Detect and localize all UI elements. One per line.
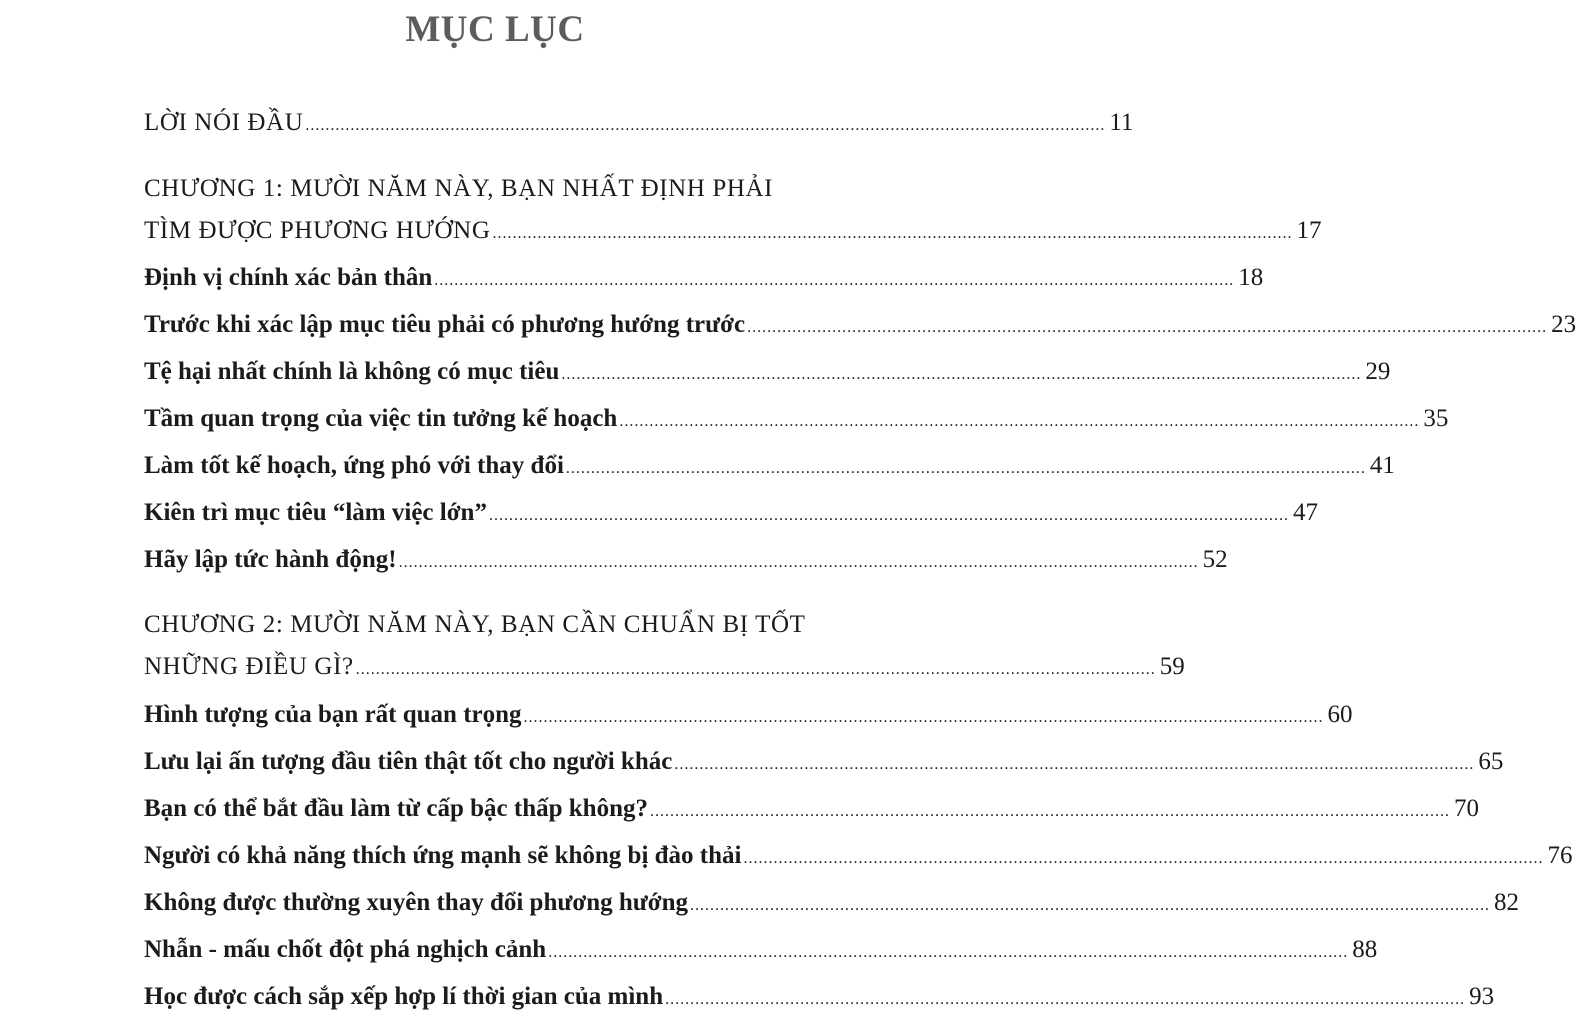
toc-entry-section[interactable] (144, 886, 1520, 920)
toc-entry-label: Bạn có thể bắt đầu làm từ cấp bậc thấp không? (144, 795, 648, 822)
toc-entry-section[interactable] (144, 355, 1391, 389)
toc-entry-chapter-1[interactable] (144, 214, 1322, 248)
toc-entry-section[interactable] (144, 745, 1504, 779)
toc-page-number: 93 (1469, 983, 1495, 1010)
toc-entry-label: LỜI NÓI ĐẦU (144, 109, 304, 136)
dot-leader: ................................................................................................................................................................ (674, 756, 1475, 773)
toc-entry-section[interactable] (144, 496, 1318, 530)
toc-entry-label: Nhẫn - mấu chốt đột phá nghịch cảnh (144, 936, 547, 963)
toc-entry-label: Người có khả năng thích ứng mạnh sẽ không bị đào thải (144, 842, 742, 869)
toc-entry-section[interactable] (144, 839, 1573, 873)
dot-leader: ................................................................................................................................................................ (492, 225, 1293, 242)
toc-page-number: 52 (1202, 546, 1228, 573)
toc-entry-label: Kiên trì mục tiêu “làm việc lớn” (144, 499, 487, 526)
toc-entry-section[interactable] (144, 698, 1353, 732)
toc-entry-section[interactable] (144, 449, 1395, 483)
toc-entry-preface[interactable] (144, 106, 1134, 140)
toc-entry-section[interactable] (144, 933, 1378, 967)
toc-page-number: 41 (1369, 452, 1395, 479)
toc-entry-section[interactable] (144, 792, 1479, 826)
toc-page-number: 23 (1551, 311, 1576, 338)
toc-page-number: 18 (1238, 264, 1264, 291)
toc-entry-label: Hãy lập tức hành động! (144, 546, 397, 573)
toc-entry-label: Trước khi xác lập mục tiêu phải có phương hướng trước (144, 311, 746, 338)
dot-leader: ................................................................................................................................................................ (747, 319, 1548, 336)
toc-entry-section[interactable] (144, 980, 1495, 1014)
toc-entry-label: Học được cách sắp xếp hợp lí thời gian của mình (144, 983, 664, 1010)
toc-page-number: 76 (1547, 842, 1573, 869)
chapter-2-title-line2: NHỮNG ĐIỀU GÌ? (144, 653, 354, 680)
toc-page-number: 88 (1352, 936, 1378, 963)
toc-entry-label: Tầm quan trọng của việc tin tưởng kế hoạch (144, 405, 618, 432)
toc-entry-label: Lưu lại ấn tượng đầu tiên thật tốt cho người khác (144, 748, 673, 775)
dot-leader: ................................................................................................................................................................ (565, 460, 1366, 477)
dot-leader: ................................................................................................................................................................ (649, 803, 1450, 820)
toc-page-number: 60 (1327, 701, 1353, 728)
dot-leader: ................................................................................................................................................................ (690, 897, 1491, 914)
toc-page-number: 17 (1296, 217, 1322, 244)
dot-leader: ................................................................................................................................................................ (548, 944, 1349, 961)
toc-entry-label: Tệ hại nhất chính là không có mục tiêu (144, 358, 560, 385)
chapter-1-title-line1: CHƯƠNG 1: MƯỜI NĂM NÀY, BẠN NHẤT ĐỊNH PHẢI (144, 175, 774, 202)
toc-entry-label: Hình tượng của bạn rất quan trọng (144, 701, 522, 728)
page-title: MỤC LỤC (405, 9, 585, 50)
dot-leader: ................................................................................................................................................................ (619, 413, 1420, 430)
toc-entry-section[interactable] (144, 543, 1228, 577)
toc-entry-chapter-2[interactable] (144, 650, 1185, 684)
toc-page-number: 29 (1365, 358, 1391, 385)
dot-leader: ................................................................................................................................................................ (488, 507, 1289, 524)
toc-entry-section[interactable] (144, 402, 1449, 436)
toc-entry-section[interactable] (144, 261, 1264, 295)
toc-page-number: 65 (1478, 748, 1504, 775)
dot-leader: ................................................................................................................................................................ (665, 991, 1466, 1008)
toc-entry-label: Định vị chính xác bản thân (144, 264, 433, 291)
dot-leader: ................................................................................................................................................................ (305, 117, 1106, 134)
dot-leader: ................................................................................................................................................................ (743, 850, 1544, 867)
toc-entry-label: Làm tốt kế hoạch, ứng phó với thay đổi (144, 452, 564, 479)
toc-entry-label: Không được thường xuyên thay đổi phương hướng (144, 889, 689, 916)
dot-leader: ................................................................................................................................................................ (561, 366, 1362, 383)
toc-page-number: 59 (1159, 653, 1185, 680)
chapter-1-title-line2: TÌM ĐƯỢC PHƯƠNG HƯỚNG (144, 217, 491, 244)
toc-page-number: 35 (1423, 405, 1449, 432)
toc-page-number: 11 (1109, 109, 1134, 136)
dot-leader: ................................................................................................................................................................ (523, 709, 1324, 726)
dot-leader: ................................................................................................................................................................ (434, 272, 1235, 289)
toc-page-number: 82 (1494, 889, 1520, 916)
toc-page-number: 70 (1453, 795, 1479, 822)
dot-leader: ................................................................................................................................................................ (355, 661, 1156, 678)
toc-page-number: 47 (1292, 499, 1318, 526)
dot-leader: ................................................................................................................................................................ (398, 554, 1199, 571)
chapter-2-title-line1: CHƯƠNG 2: MƯỜI NĂM NÀY, BẠN CẦN CHUẨN BỊ TỐT (144, 611, 806, 638)
toc-entry-section[interactable] (144, 308, 1576, 342)
